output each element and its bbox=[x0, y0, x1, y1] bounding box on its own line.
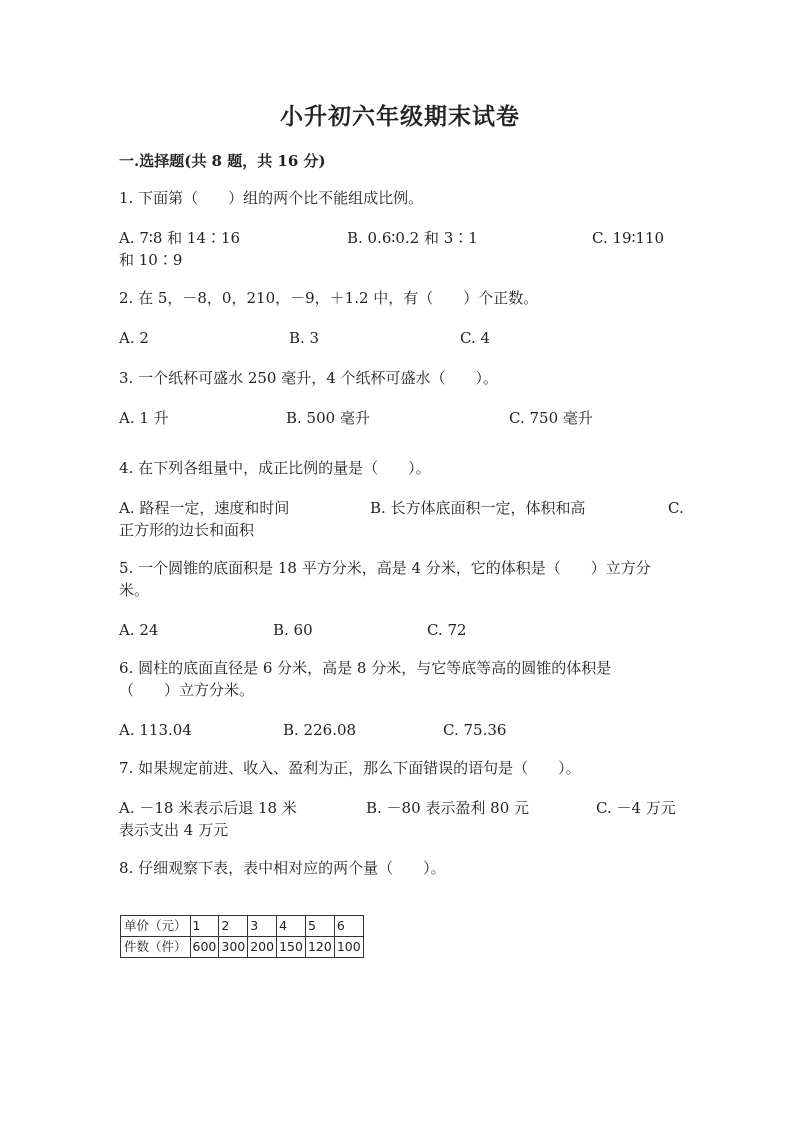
question-7-option-a: A. －18 米表示后退 18 米 bbox=[119, 799, 297, 817]
question-7-option-b: B. －80 表示盈利 80 元 bbox=[366, 799, 530, 817]
question-7-stem: 7. 如果规定前进、收入、盈利为正，那么下面错误的语句是（ ）。 bbox=[119, 759, 581, 777]
question-6-option-b: B. 226.08 bbox=[283, 721, 357, 739]
question-5-stem: 5. 一个圆锥的底面积是 18 平方分米，高是 4 分米，它的体积是（ ）立方分 bbox=[119, 559, 651, 577]
table-cell: 200 bbox=[248, 937, 277, 958]
question-6-stem-continued: （ ）立方分米。 bbox=[119, 681, 255, 699]
question-8-stem: 8. 仔细观察下表，表中相对应的两个量（ ）。 bbox=[119, 859, 446, 877]
table-cell: 5 bbox=[305, 916, 334, 937]
question-3-option-b: B. 500 毫升 bbox=[286, 409, 370, 427]
table-cell: 2 bbox=[219, 916, 248, 937]
question-4-option-b: B. 长方体底面积一定，体积和高 bbox=[370, 499, 586, 517]
question-3-option-c: C. 750 毫升 bbox=[509, 409, 593, 427]
question-7-option-c: C. －4 万元 bbox=[596, 799, 676, 817]
price-quantity-table bbox=[120, 915, 364, 958]
section-heading: 一.选择题(共 8 题，共 16 分) bbox=[119, 152, 326, 170]
question-5-stem-continued: 米。 bbox=[119, 581, 150, 599]
table-cell: 150 bbox=[277, 937, 306, 958]
question-3-stem: 3. 一个纸杯可盛水 250 毫升，4 个纸杯可盛水（ ）。 bbox=[119, 369, 499, 387]
table-cell: 4 bbox=[277, 916, 306, 937]
question-1-option-a: A. 7∶8 和 14∶16 bbox=[119, 229, 241, 247]
question-2-option-b: B. 3 bbox=[289, 329, 320, 347]
question-2-option-a: A. 2 bbox=[119, 329, 149, 347]
question-7-option-c-continued: 表示支出 4 万元 bbox=[119, 821, 229, 839]
table-cell: 120 bbox=[305, 937, 334, 958]
table-cell: 300 bbox=[219, 937, 248, 958]
table-cell: 3 bbox=[248, 916, 277, 937]
question-6-option-a: A. 113.04 bbox=[119, 721, 192, 739]
question-2-option-c: C. 4 bbox=[460, 329, 491, 347]
question-5-option-c: C. 72 bbox=[427, 621, 467, 639]
question-5-option-b: B. 60 bbox=[273, 621, 313, 639]
table-cell: 单价（元） bbox=[121, 916, 191, 937]
table-row-price bbox=[121, 916, 364, 937]
question-1-stem: 1. 下面第（ ）组的两个比不能组成比例。 bbox=[119, 189, 424, 207]
question-6-option-c: C. 75.36 bbox=[443, 721, 507, 739]
table-cell: 6 bbox=[334, 916, 363, 937]
question-5-option-a: A. 24 bbox=[119, 621, 159, 639]
question-2-stem: 2. 在 5，－8，0，210，－9，＋1.2 中，有（ ）个正数。 bbox=[119, 289, 539, 307]
question-4-option-c: C. bbox=[668, 499, 684, 517]
question-3-option-a: A. 1 升 bbox=[119, 409, 169, 427]
table-cell: 1 bbox=[190, 916, 219, 937]
question-4-option-c-continued: 正方形的边长和面积 bbox=[119, 521, 255, 539]
question-1-option-c-continued: 和 10∶9 bbox=[119, 251, 183, 269]
table-row-quantity bbox=[121, 937, 364, 958]
table-cell: 件数（件） bbox=[121, 937, 191, 958]
question-4-option-a: A. 路程一定，速度和时间 bbox=[119, 499, 290, 517]
table-cell: 600 bbox=[190, 937, 219, 958]
page-title: 小升初六年级期末试卷 bbox=[280, 103, 520, 130]
table-cell: 100 bbox=[334, 937, 363, 958]
question-1-option-b: B. 0.6∶0.2 和 3∶1 bbox=[347, 229, 478, 247]
question-4-stem: 4. 在下列各组量中，成正比例的量是（ ）。 bbox=[119, 459, 431, 477]
question-1-option-c: C. 19∶110 bbox=[592, 229, 665, 247]
question-6-stem: 6. 圆柱的底面直径是 6 分米，高是 8 分米，与它等底等高的圆锥的体积是 bbox=[119, 659, 612, 677]
